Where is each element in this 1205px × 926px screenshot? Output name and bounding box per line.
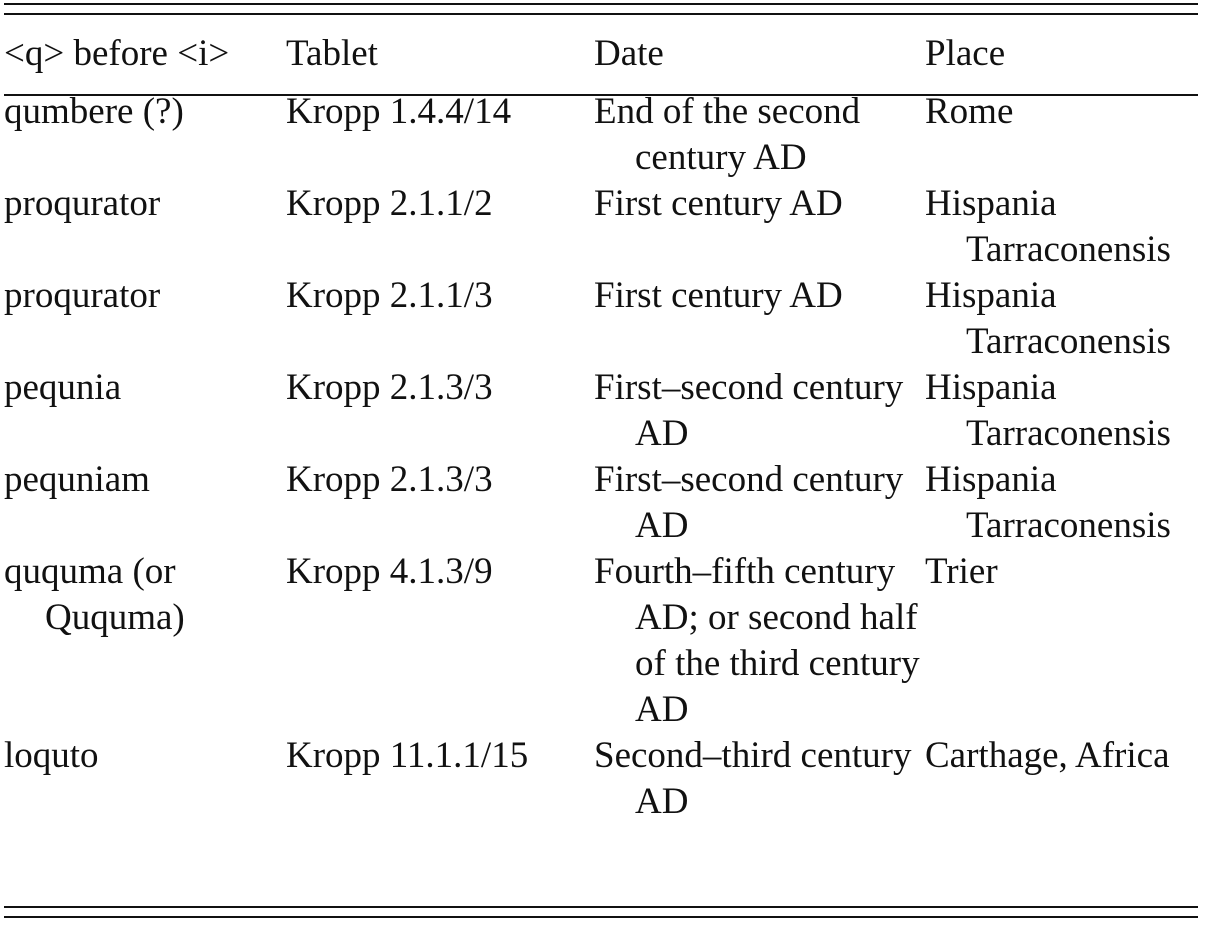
- header-place: Place: [925, 33, 1006, 74]
- cell-place: Hispania Tarraconensis: [925, 367, 1171, 454]
- cell-place: Hispania Tarraconensis: [925, 459, 1171, 546]
- bottom-rule-outer: [4, 916, 1198, 918]
- cell-place: Carthage, Africa: [925, 735, 1170, 776]
- cell-tablet: Kropp 2.1.1/2: [286, 183, 493, 224]
- cell-tablet: Kropp 4.1.3/9: [286, 551, 493, 592]
- cell-date: End of the second century AD: [594, 91, 861, 178]
- curse-tablet-spelling-table: [4, 31, 1198, 825]
- cell-date: Fourth–fifth century AD; or second half of the third century AD: [594, 551, 920, 730]
- table-row: [4, 77, 1198, 181]
- cell-tablet: Kropp 2.1.1/3: [286, 275, 493, 316]
- table-row: [4, 365, 1198, 457]
- header-date: Date: [594, 33, 664, 74]
- cell-tablet: Kropp 11.1.1/15: [286, 735, 529, 776]
- table-row: [4, 273, 1198, 365]
- cell-date: Second–third century AD: [594, 735, 912, 822]
- table-row: [4, 457, 1198, 549]
- cell-form: pequnia: [4, 367, 122, 408]
- top-rule-inner: [4, 13, 1198, 15]
- cell-form: proqurator: [4, 275, 161, 316]
- top-rule-outer: [4, 3, 1198, 5]
- cell-form: loquto: [4, 735, 99, 776]
- cell-form: proqurator: [4, 183, 161, 224]
- cell-tablet: Kropp 2.1.3/3: [286, 459, 493, 500]
- header-form: <q> before <i>: [4, 33, 230, 74]
- cell-tablet: Kropp 2.1.3/3: [286, 367, 493, 408]
- cell-date: First century AD: [594, 275, 843, 316]
- cell-form: pequniam: [4, 459, 150, 500]
- cell-place: Hispania Tarraconensis: [925, 183, 1171, 270]
- header-row: [4, 31, 1198, 77]
- cell-place: Trier: [925, 551, 998, 592]
- cell-place: Hispania Tarraconensis: [925, 275, 1171, 362]
- table-row: [4, 733, 1198, 825]
- table-row: [4, 549, 1198, 733]
- bottom-rule-inner: [4, 906, 1198, 908]
- cell-tablet: Kropp 1.4.4/14: [286, 91, 512, 132]
- cell-date: First century AD: [594, 183, 843, 224]
- table-row: [4, 181, 1198, 273]
- cell-form: qumbere (?): [4, 91, 184, 132]
- cell-date: First–second century AD: [594, 367, 904, 454]
- cell-date: First–second century AD: [594, 459, 904, 546]
- header-tablet: Tablet: [286, 33, 378, 74]
- cell-place: Rome: [925, 91, 1014, 132]
- cell-form: ququma (or Ququma): [4, 551, 185, 638]
